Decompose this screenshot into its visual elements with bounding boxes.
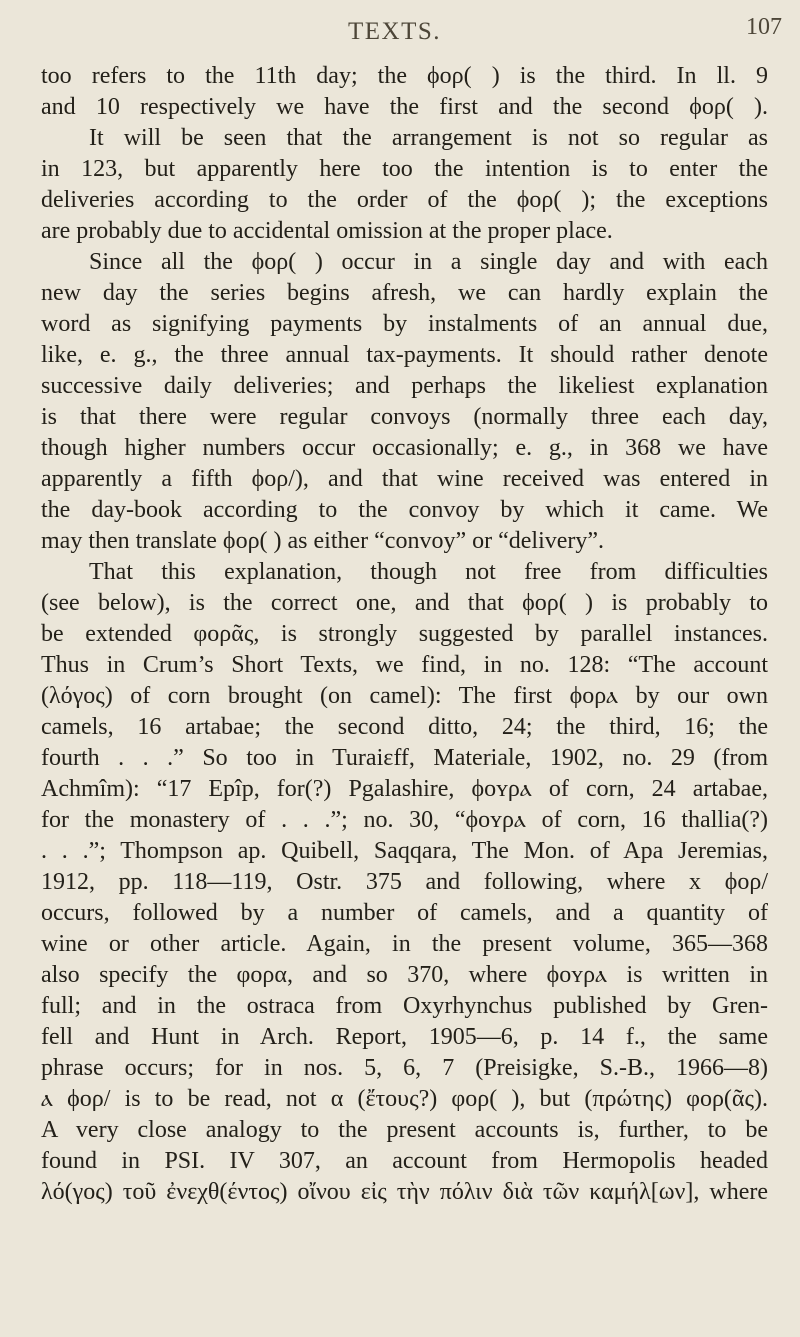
text-line: Since all the ϕορ( ) occur in a single day and with each — [89, 249, 768, 275]
text-line: like, e. g., the three annual tax-payments. It should rather denote — [41, 342, 768, 368]
text-line: full; and in the ostraca from Oxyrhynchus published by Gren- — [41, 993, 768, 1019]
text-line: are probably due to accidental omission at the proper place. — [41, 218, 613, 244]
text-line: apparently a fifth ϕορ/), and that wine received was entered in — [41, 466, 768, 492]
text-line: successive daily deliveries; and perhaps the likeliest explanation — [41, 373, 768, 399]
text-line: found in PSI. IV 307, an account from Hermopolis headed — [41, 1148, 768, 1174]
text-line: occurs, followed by a number of camels, and a quantity of — [41, 900, 768, 926]
text-line: ⲁ ϕορ/ is to be read, not α (ἔτους?) φορ( ), but (πρώτης) φορ(ᾶς). — [41, 1086, 768, 1112]
text-line: and 10 respectively we have the first and the second ϕορ( ). — [41, 94, 768, 120]
text-line: fourth . . .” So too in Turaiεff, Materiale, 1902, no. 29 (from — [41, 745, 768, 771]
text-line: too refers to the 11th day; the ϕορ( ) is the third. In ll. 9 — [41, 63, 768, 89]
text-line: That this explanation, though not free from difficulties — [89, 559, 768, 585]
text-line: fell and Hunt in Arch. Report, 1905—6, p. 14 f., the same — [41, 1024, 768, 1050]
text-line: though higher numbers occur occasionally; e. g., in 368 we have — [41, 435, 768, 461]
text-line: word as signifying payments by instalments of an annual due, — [41, 311, 768, 337]
text-line: new day the series begins afresh, we can hardly explain the — [41, 280, 768, 306]
text-line: in 123, but apparently here too the intention is to enter the — [41, 156, 768, 182]
text-line: wine or other article. Again, in the present volume, 365—368 — [41, 931, 768, 957]
text-line: may then translate ϕορ( ) as either “convoy” or “delivery”. — [41, 528, 605, 554]
text-line: for the monastery of . . .”; no. 30, “ϕοʏρⲁ of corn, 16 thallia(?) — [41, 807, 768, 833]
text-line: . . .”; Thompson ap. Quibell, Saqqara, The Mon. of Apa Jeremias, — [41, 838, 768, 864]
text-line: Achmîm): “17 Epîp, for(?) Pgalashire, ϕοʏρⲁ of corn, 24 artabae, — [41, 776, 768, 802]
text-line: be extended φορᾶς, is strongly suggested by parallel instances. — [41, 621, 768, 647]
running-head: TEXTS. — [348, 18, 442, 45]
text-line: Thus in Crum’s Short Texts, we find, in no. 128: “The account — [41, 652, 768, 678]
page-number: 107 — [746, 14, 782, 40]
text-line: (see below), is the correct one, and that ϕορ( ) is probably to — [41, 590, 768, 616]
text-line: λό(γος) τοῦ ἐνεχθ(έντος) οἴνου εἰς τὴν πόλιν διὰ τῶν καμήλ[ων], where — [41, 1179, 768, 1205]
text-line: 1912, pp. 118—119, Ostr. 375 and following, where x ϕορ/ — [41, 869, 768, 895]
text-line: (λόγος) of corn brought (on camel): The first ϕορⲁ by our own — [41, 683, 768, 709]
text-line: It will be seen that the arrangement is not so regular as — [89, 125, 768, 151]
text-line: A very close analogy to the present accounts is, further, to be — [41, 1117, 768, 1143]
text-line: deliveries according to the order of the ϕορ( ); the exceptions — [41, 187, 768, 213]
text-line: the day-book according to the convoy by which it came. We — [41, 497, 768, 523]
text-line: phrase occurs; for in nos. 5, 6, 7 (Preisigke, S.-B., 1966—8) — [41, 1055, 768, 1081]
text-line: camels, 16 artabae; the second ditto, 24; the third, 16; the — [41, 714, 768, 740]
text-line: also specify the φορα, and so 370, where ϕοʏρⲁ is written in — [41, 962, 768, 988]
text-line: is that there were regular convoys (normally three each day, — [41, 404, 768, 430]
page-header — [0, 0, 800, 58]
